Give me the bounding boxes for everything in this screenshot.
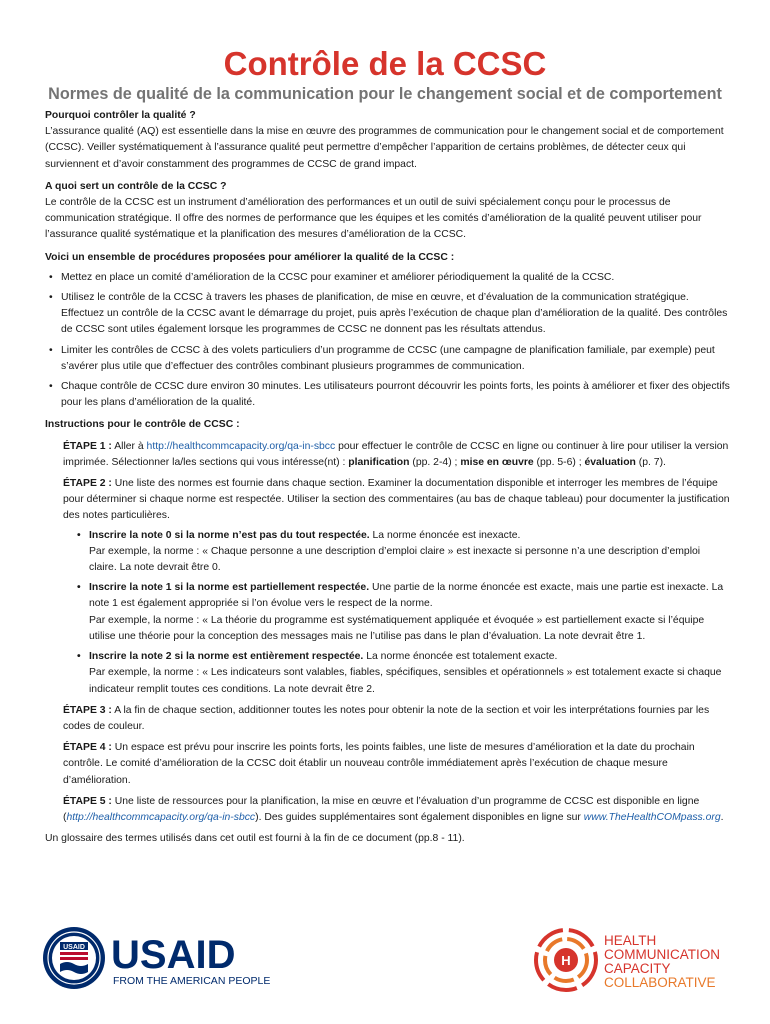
document-title: Contrôle de la CCSC: [223, 45, 547, 82]
usaid-seal-text: USAID: [63, 944, 85, 951]
step-1-text: Aller à: [111, 440, 147, 452]
step-4: [63, 740, 730, 789]
section-planification: planification: [348, 456, 410, 468]
hc3-line1: HEALTH: [604, 933, 657, 948]
step-1-label: ÉTAPE 1 :: [63, 440, 112, 452]
step-2-text: Une liste des normes est fournie dans chaque section. Examiner la documentation disponible et interroger les membres de l’équipe pour déterminer si chaque norme est respectée. Utiliser la section des commentaires (au bas de chaque tableau) pour documenter la justification des notes particulières.: [63, 478, 730, 522]
hc3-line4: COLLABORATIVE: [604, 975, 716, 990]
purpose-heading: A quoi sert un contrôle de la CCSC ?: [45, 180, 227, 192]
purpose-text: Le contrôle de la CCSC est un instrument d’amélioration des performances et un outil de suivi spécialement conçu pour le processus de communication stratégique. Il offre des normes de performance que les équipes et les comités d’amélioration de la qualité peuvent utiliser pour l’assurance qualité systématique et la planification des mesures d’amélioration de la CCSC.: [45, 197, 702, 241]
section-evaluation: évaluation: [584, 456, 636, 468]
step-5: [63, 794, 730, 826]
instructions-heading: Instructions pour le contrôle de CCSC :: [45, 419, 240, 431]
hc3-line3: CAPACITY: [604, 961, 671, 976]
list-item: • Mettez en place un comité d’amélioration de la CCSC pour examiner et améliorer périodiquement la qualité de la CCSC.: [61, 270, 730, 286]
compass-link[interactable]: www.TheHealthCOMpass.org: [583, 811, 721, 823]
step-3-text: A la fin de chaque section, additionner toutes les notes pour obtenir la note de la section et voir les interprétations fournies par les codes de couleur.: [63, 704, 710, 732]
score-list: [63, 528, 730, 698]
qa-link[interactable]: http://healthcommcapacity.org/qa-in-sbcc: [146, 440, 336, 452]
list-item: • Chaque contrôle de CCSC dure environ 30 minutes. Les utilisateurs pourront découvrir les points forts, les points à améliorer et fixer des objectifs pour les plans d’amélioration de la qualité.: [61, 379, 730, 411]
step-4-label: ÉTAPE 4 :: [63, 742, 112, 754]
step-5-text: .: [720, 811, 724, 823]
score-desc: Une partie de la norme énoncée est exacte, mais une partie est inexacte. La note 1 est également appropriée si l’on évolue vers le respect de la norme.: [89, 582, 724, 610]
score-example: Par exemple, la norme : « Les indicateurs sont valables, fiables, spécifiques, sensibles et opérationnels » est totalement exacte si chaque indicateur remplit toutes ces conditions. La note devrait être 2.: [89, 667, 722, 695]
step-1-text: (pp. 5-6) ;: [533, 456, 585, 468]
step-2: [63, 476, 730, 525]
document-subtitle: Normes de qualité de la communication pour le changement social et de comportement: [48, 85, 722, 103]
hc3-mark-letter: H: [561, 953, 571, 968]
section-mise-en-oeuvre: mise en œuvre: [460, 456, 534, 468]
usaid-tagline: FROM THE AMERICAN PEOPLE: [113, 975, 271, 987]
why-heading: Pourquoi contrôler la qualité ?: [45, 110, 196, 121]
list-item: • Limiter les contrôles de CCSC à des volets particuliers d’un programme de CCSC (une campagne de planification familiale, par exemple) peut s’avérer plus utile que d’effectuer des contrôles combinant plusieurs programmes de communication.: [61, 343, 730, 375]
step-1-text: (pp. 2-4) ;: [409, 456, 461, 468]
step-1: [63, 439, 730, 471]
qa-link-2[interactable]: http://healthcommcapacity.org/qa-in-sbcc: [66, 811, 256, 823]
why-text: L’assurance qualité (AQ) est essentielle dans la mise en œuvre des programmes de communication pour le changement social et de comportement (CCSC). Veiller systématiquement à l’assurance qualité peut permettre d’empêcher l’apparition de certains problèmes, de détecter ceux qui surviennent et d’avoir constamment des programmes de CCSC de grand impact.: [45, 126, 724, 170]
score-rule: Inscrire la note 0 si la norme n’est pas du tout respectée.: [89, 529, 370, 541]
score-example: Par exemple, la norme : « Chaque personne a une description d’emploi claire » est inexacte si personne n’a une description d’emploi claire. La note devrait être 0.: [89, 545, 701, 574]
procedures-heading: Voici un ensemble de procédures proposées pour améliorer la qualité de la CCSC :: [45, 251, 455, 263]
list-item: • Utilisez le contrôle de la CCSC à travers les phases de planification, de mise en œuvre, et d’évaluation de la communication stratégique. Effectuez un contrôle de la CCSC avant le démarrage du projet, puis après l’exécution de chaque plan d’amélioration de la qualité. Des contrôles de CCSC sont utiles également lorsque les programmes de CCSC ne donnent pas les résultats attendus.: [61, 290, 730, 339]
document-body: [45, 108, 730, 847]
step-3: [63, 703, 730, 735]
score-example: Par exemple, la norme : « La théorie du programme est systématiquement appliquée et évoquée » est partiellement exacte si l’équipe utilise une théorie pour la conception des messages mais ne l’utilise pas dans le plan d’évaluation. La note devrait être 1.: [89, 614, 705, 642]
glossary-note: Un glossaire des termes utilisés dans cet outil est fourni à la fin de ce document (pp.8 - 11).: [45, 833, 465, 845]
score-item-1: [89, 580, 730, 645]
score-item-2: [89, 649, 730, 698]
step-1-text: pour effectuer le contrôle de CCSC en ligne ou continuer à lire pour utiliser la version imprimée. Sélectionner la/les sections qui vous intéresse(nt) :: [63, 440, 729, 468]
step-3-label: ÉTAPE 3 :: [63, 704, 112, 716]
hc3-mark-icon: [536, 930, 596, 990]
step-1-text: (p. 7).: [635, 456, 666, 468]
usaid-logo: [40, 924, 300, 992]
usaid-wordmark: USAID: [111, 933, 236, 977]
step-5-text: Une liste de ressources pour la planification, la mise en œuvre et l’évaluation d’un programme de CCSC est disponible en ligne (: [63, 795, 700, 823]
step-4-text: Un espace est prévu pour inscrire les points forts, les points faibles, une liste de mesures d’amélioration et la date du prochain contrôle. Le comité d’amélioration de la CCSC doit établir un nouveau contrôle immédiatement après l’exécution de chaque mesure d’amélioration.: [63, 742, 695, 786]
hc3-line2: COMMUNICATION: [604, 947, 720, 962]
steps-block: [45, 439, 730, 826]
score-desc: La norme énoncée est totalement exacte.: [363, 651, 558, 663]
step-5-text: ). Des guides supplémentaires sont également disponibles en ligne sur: [255, 811, 584, 823]
score-rule: Inscrire la note 2 si la norme est entièrement respectée.: [89, 651, 364, 663]
step-2-label: ÉTAPE 2 :: [63, 478, 112, 490]
step-5-label: ÉTAPE 5 :: [63, 795, 112, 807]
score-desc: La norme énoncée est inexacte.: [369, 529, 521, 541]
score-item-0: [89, 528, 730, 577]
procedures-list: [45, 270, 730, 412]
hc3-logo: [532, 924, 732, 994]
score-rule: Inscrire la note 1 si la norme est partiellement respectée.: [89, 582, 370, 594]
